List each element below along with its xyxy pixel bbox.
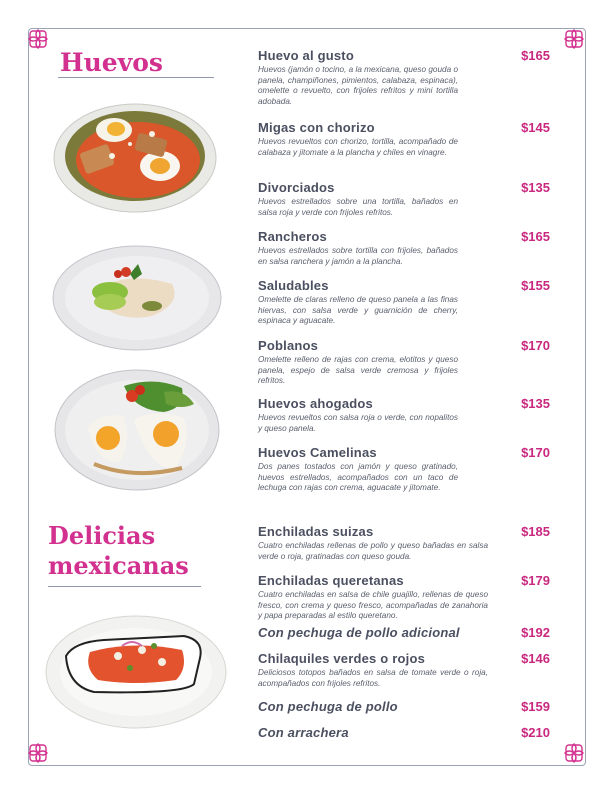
corner-ornament-icon	[563, 742, 585, 764]
section-title-huevos: Huevos	[60, 48, 163, 77]
menu-item-description: Omelette de claras relleno de queso panela a las finas hiervas, con salsa verde y guarnición de cherry, espinaca y aguacate.	[258, 295, 458, 326]
menu-item-price: $179	[521, 573, 550, 588]
section-title-delicias	[48, 521, 189, 581]
menu-item-description: Cuatro enchiladas rellenas de pollo y queso bañadas en salsa verde o roja, gratinadas con queso gouda.	[258, 541, 488, 561]
menu-item-addon	[258, 699, 550, 714]
menu-item-price: $165	[521, 229, 550, 244]
menu-item-price: $165	[521, 48, 550, 63]
menu-item-name: Migas con chorizo	[258, 120, 375, 135]
menu-item	[258, 396, 550, 434]
menu-item	[258, 278, 550, 327]
menu-item-price: $155	[521, 278, 550, 293]
menu-item-price: $145	[521, 120, 550, 135]
corner-ornament-icon	[563, 28, 585, 50]
menu-item-name: Divorciados	[258, 180, 335, 195]
menu-item-name: Enchiladas queretanas	[258, 573, 404, 588]
menu-item-price: $146	[521, 651, 550, 666]
menu-item-name: Huevos ahogados	[258, 396, 373, 411]
menu-item-description: Huevos (jamón o tocino, a la mexicana, queso gouda o panela, champiñones, pimientos, calabaza, espinaca), omelette o revuelto, con frijoles refritos y mini tortilla adobada.	[258, 65, 458, 106]
menu-item-price: $192	[521, 625, 550, 640]
menu-item-description: Cuatro enchiladas en salsa de chile guajillo, rellenas de queso fresco, con crema y queso fresco, acompañadas de zanahoria y papa preparadas al estilo queretano.	[258, 590, 488, 621]
menu-item-description: Huevos revueltos con chorizo, tortilla, acompañado de calabaza y jitomate a la plancha y chiles en vinagre.	[258, 137, 458, 157]
corner-ornament-icon	[27, 742, 49, 764]
menu-item-price: $135	[521, 396, 550, 411]
menu-item-price: $170	[521, 338, 550, 353]
section-title-line: Delicias	[48, 521, 156, 550]
menu-item	[258, 48, 550, 107]
dish-photo-migas	[52, 96, 218, 214]
menu-item	[258, 524, 550, 562]
menu-item-description: Huevos estrellados sobre tortilla con frijoles, bañados en salsa ranchera y jamón a la plancha.	[258, 246, 458, 266]
dish-photo-enchiladas	[44, 606, 230, 730]
section-divider	[48, 586, 201, 587]
menu-item-name: Con pechuga de pollo adicional	[258, 625, 460, 640]
corner-ornament-icon	[27, 28, 49, 50]
menu-item	[258, 120, 550, 158]
menu-item-price: $159	[521, 699, 550, 714]
section-divider	[58, 77, 214, 78]
menu-item-name: Huevo al gusto	[258, 48, 354, 63]
menu-item-name: Huevos Camelinas	[258, 445, 377, 460]
menu-item-description: Huevos estrellados sobre una tortilla, bañados en salsa roja y verde con frijoles refritos.	[258, 197, 458, 217]
menu-item-name: Rancheros	[258, 229, 327, 244]
menu-item-description: Omelette relleno de rajas con crema, elotitos y queso panela, espejo de salsa verde cremosa y frijoles refritos.	[258, 355, 458, 386]
menu-item-name: Saludables	[258, 278, 329, 293]
menu-item	[258, 651, 550, 689]
menu-item-description: Deliciosos totopos bañados en salsa de tomate verde o roja, acompañados con frijoles refritos.	[258, 668, 488, 688]
menu-item	[258, 573, 550, 622]
dish-photo-camelinas	[54, 368, 220, 492]
menu-item-price: $185	[521, 524, 550, 539]
menu-item-name: Chilaquiles verdes o rojos	[258, 651, 426, 666]
menu-item-addon	[258, 625, 550, 640]
menu-item-price: $135	[521, 180, 550, 195]
menu-item-name: Con arrachera	[258, 725, 349, 740]
menu-item	[258, 338, 550, 387]
menu-item-name: Poblanos	[258, 338, 319, 353]
menu-item-price: $170	[521, 445, 550, 460]
menu-item	[258, 180, 550, 218]
dish-photo-saludables	[52, 244, 222, 352]
menu-item-addon	[258, 725, 550, 740]
menu-item-description: Huevos revueltos con salsa roja o verde, con nopalitos y queso panela.	[258, 413, 458, 433]
menu-item-price: $210	[521, 725, 550, 740]
menu-item	[258, 445, 550, 494]
menu-item-name: Enchiladas suizas	[258, 524, 374, 539]
menu-item	[258, 229, 550, 267]
section-title-line: mexicanas	[48, 551, 189, 580]
menu-item-description: Dos panes tostados con jamón y queso gratinado, huevos estrellados, acompañados con un taco de lechuga con rajas con crema, aguacate y jitomate.	[258, 462, 458, 493]
menu-item-name: Con pechuga de pollo	[258, 699, 398, 714]
